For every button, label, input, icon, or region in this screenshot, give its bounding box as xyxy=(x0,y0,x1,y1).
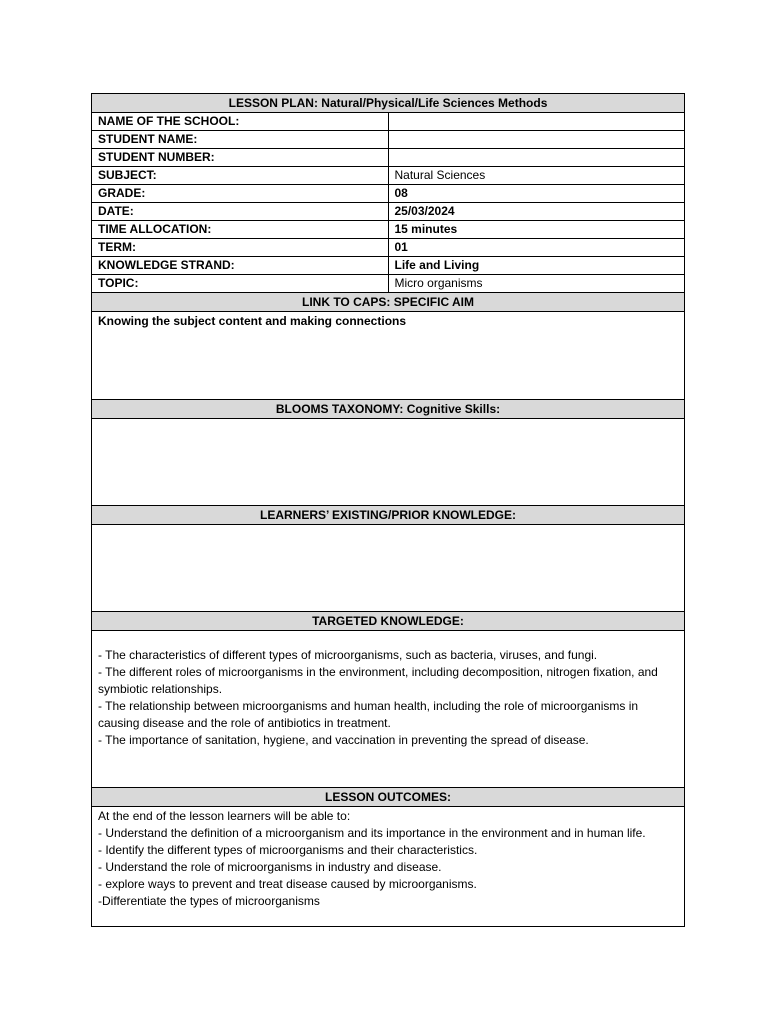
lesson-plan-title: LESSON PLAN: Natural/Physical/Life Sciences Methods xyxy=(92,94,685,113)
field-row-topic xyxy=(92,275,685,293)
lesson-outcome-item: - Understand the definition of a microorganism and its importance in the environment and in human life. xyxy=(98,826,646,840)
lesson-outcome-item: - explore ways to prevent and treat disease caused by microorganisms. xyxy=(98,877,477,891)
school-name-value xyxy=(388,113,685,131)
knowledge-strand-label: KNOWLEDGE STRAND: xyxy=(92,257,389,275)
lesson-outcome-item: At the end of the lesson learners will be able to: xyxy=(98,809,351,823)
prior-knowledge-content xyxy=(92,525,685,612)
date-label: DATE: xyxy=(92,203,389,221)
lesson-outcome-item: - Identify the different types of microorganisms and their characteristics. xyxy=(98,843,478,857)
prior-knowledge-heading: LEARNERS’ EXISTING/PRIOR KNOWLEDGE: xyxy=(92,506,685,525)
student-name-label: STUDENT NAME: xyxy=(92,131,389,149)
knowledge-strand-value: Life and Living xyxy=(388,257,685,275)
field-row-student-number xyxy=(92,149,685,167)
student-name-value xyxy=(388,131,685,149)
targeted-knowledge-item: - The characteristics of different types of microorganisms, such as bacteria, viruses, and fungi. xyxy=(98,648,598,662)
field-row-date xyxy=(92,203,685,221)
term-value: 01 xyxy=(388,239,685,257)
date-value: 25/03/2024 xyxy=(388,203,685,221)
lesson-outcome-item: -Differentiate the types of microorganisms xyxy=(98,894,320,908)
caps-aim-content: Knowing the subject content and making connections xyxy=(92,312,685,400)
topic-label: TOPIC: xyxy=(92,275,389,293)
targeted-knowledge-item: - The importance of sanitation, hygiene, and vaccination in preventing the spread of disease. xyxy=(98,733,589,747)
lesson-outcomes-content xyxy=(92,807,685,927)
targeted-knowledge-item: - The different roles of microorganisms in the environment, including decomposition, nitrogen fixation, and symbiotic relationships. xyxy=(98,665,658,696)
field-row-student-name xyxy=(92,131,685,149)
lesson-outcomes-heading: LESSON OUTCOMES: xyxy=(92,788,685,807)
targeted-knowledge-content xyxy=(92,631,685,788)
time-allocation-value: 15 minutes xyxy=(388,221,685,239)
term-label: TERM: xyxy=(92,239,389,257)
grade-value: 08 xyxy=(388,185,685,203)
field-row-term xyxy=(92,239,685,257)
blooms-content xyxy=(92,419,685,506)
school-name-label: NAME OF THE SCHOOL: xyxy=(92,113,389,131)
topic-value: Micro organisms xyxy=(388,275,685,293)
time-allocation-label: TIME ALLOCATION: xyxy=(92,221,389,239)
subject-label: SUBJECT: xyxy=(92,167,389,185)
field-row-time-allocation xyxy=(92,221,685,239)
subject-value: Natural Sciences xyxy=(388,167,685,185)
field-row-grade xyxy=(92,185,685,203)
lesson-outcome-item: - Understand the role of microorganisms in industry and disease. xyxy=(98,860,442,874)
targeted-knowledge-item: - The relationship between microorganisms and human health, including the role of microorganisms in causing disease and the role of antibiotics in treatment. xyxy=(98,699,639,730)
student-number-label: STUDENT NUMBER: xyxy=(92,149,389,167)
field-row-school xyxy=(92,113,685,131)
field-row-subject xyxy=(92,167,685,185)
lesson-plan-table xyxy=(91,93,685,927)
grade-label: GRADE: xyxy=(92,185,389,203)
field-row-knowledge-strand xyxy=(92,257,685,275)
targeted-knowledge-heading: TARGETED KNOWLEDGE: xyxy=(92,612,685,631)
student-number-value xyxy=(388,149,685,167)
blooms-heading: BLOOMS TAXONOMY: Cognitive Skills: xyxy=(92,400,685,419)
caps-aim-heading: LINK TO CAPS: SPECIFIC AIM xyxy=(92,293,685,312)
